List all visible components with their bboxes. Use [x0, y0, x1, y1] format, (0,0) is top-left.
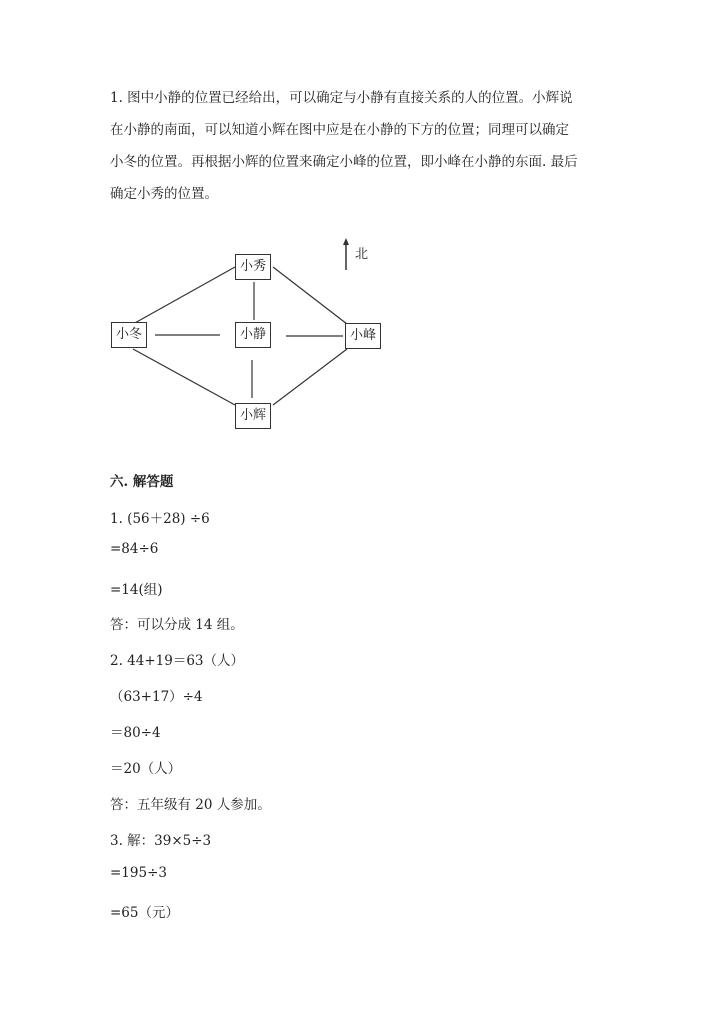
explanation-line: 确定小秀的位置。 — [110, 186, 218, 202]
section-title: 六. 解答题 — [110, 474, 174, 490]
box-xiaohui: 小辉 — [235, 403, 271, 429]
answer-line: =195÷3 — [110, 865, 167, 881]
answer-line: =84÷6 — [110, 541, 159, 557]
answer-line: （63+17）÷4 — [110, 689, 203, 705]
answer-line: =14(组) — [110, 582, 163, 598]
connector-bottom-right — [273, 349, 347, 405]
answer-line: ＝80÷4 — [110, 725, 161, 741]
answer-line: ＝20（人） — [110, 761, 182, 777]
north-label: 北 — [355, 247, 369, 262]
answer-line: 答：可以分成 14 组。 — [110, 617, 244, 633]
answer-line: 2. 44+19＝63（人） — [110, 653, 245, 669]
box-xiaodong: 小冬 — [111, 322, 147, 348]
connector-top-left — [133, 267, 235, 324]
answer-line: 答：五年级有 20 人参加。 — [110, 797, 271, 813]
answer-line: 3. 解：39×5÷3 — [110, 833, 212, 849]
explanation-line: 在小静的南面，可以知道小辉在图中应是在小静的下方的位置；同理可以确定 — [110, 122, 569, 138]
position-diagram — [100, 232, 400, 442]
connector-bottom-left — [133, 349, 235, 405]
north-arrowhead-icon — [343, 238, 349, 245]
box-xiaoxiu: 小秀 — [235, 254, 271, 280]
answer-line: =65（元） — [110, 905, 179, 921]
box-xiaojing: 小静 — [235, 322, 271, 348]
explanation-paragraph — [110, 82, 620, 210]
connector-top-right — [273, 267, 347, 324]
explanation-line: 1. 图中小静的位置已经给出，可以确定与小静有直接关系的人的位置。小辉说 — [110, 90, 573, 106]
answer-line: 1. (56＋28) ÷6 — [110, 511, 210, 527]
box-xiaofeng: 小峰 — [345, 323, 381, 349]
explanation-line: 小冬的位置。再根据小辉的位置来确定小峰的位置，即小峰在小静的东面. 最后 — [110, 154, 578, 170]
